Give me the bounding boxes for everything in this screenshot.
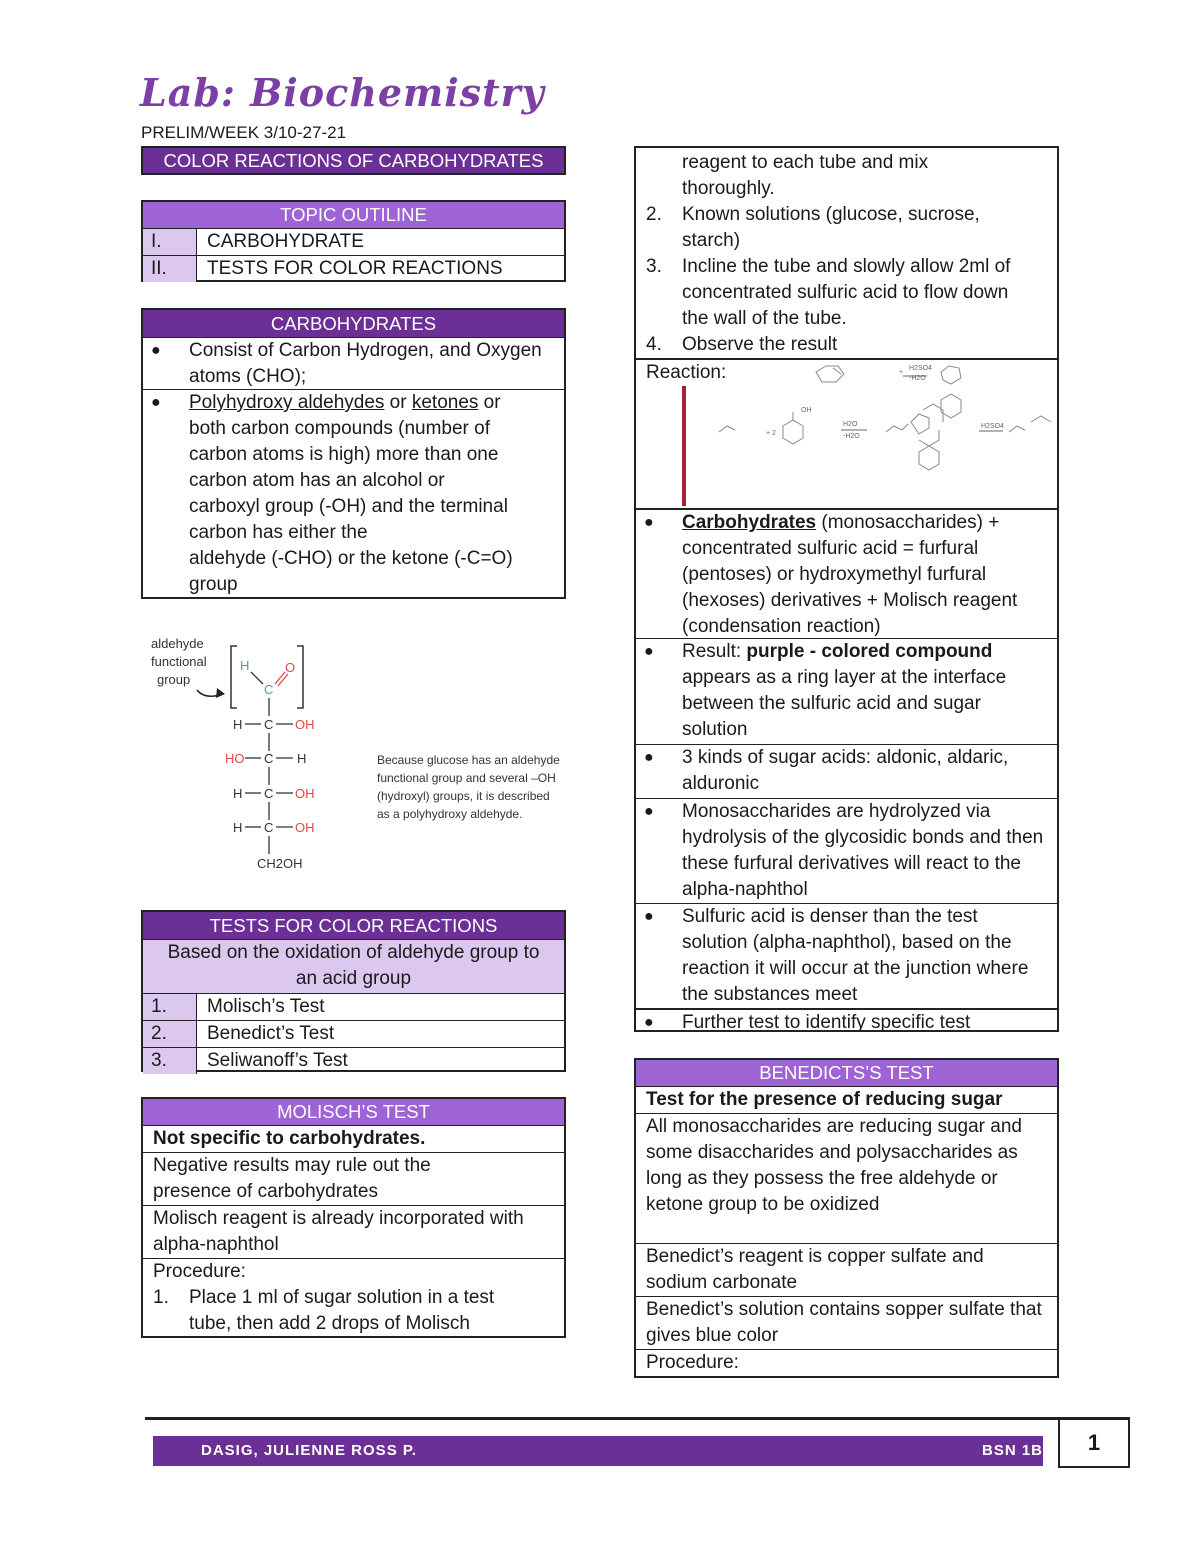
molisch-continued-table bbox=[634, 146, 1059, 1032]
bullet-text-block bbox=[189, 390, 513, 598]
glucose-structure-figure bbox=[145, 632, 565, 877]
carbohydrates-bullet bbox=[143, 337, 564, 389]
bullet-icon: ● bbox=[151, 394, 161, 411]
benedict-row: Procedure: bbox=[636, 1349, 1057, 1376]
atom-c: C bbox=[264, 751, 274, 766]
benedict-row: Benedict’s solution contains sopper sulfate that gives blue color bbox=[636, 1296, 1057, 1349]
molisch-heading: MOLISCH’S TEST bbox=[143, 1099, 564, 1125]
molisch-row: Molisch reagent is already incorporated with alpha-naphthol bbox=[143, 1205, 564, 1258]
atom-h: H bbox=[240, 658, 250, 673]
atom-ch2oh: CH2OH bbox=[257, 856, 303, 871]
bullet-text: 3 kinds of sugar acids: aldonic, aldaric, alduronic bbox=[682, 747, 1009, 794]
tests-text: Seliwanoff’s Test bbox=[207, 1050, 348, 1071]
rxn-text: + 2 bbox=[766, 430, 776, 437]
atom-h: H bbox=[233, 786, 243, 801]
page-title: Lab: Biochemistry bbox=[140, 70, 545, 115]
tests-row bbox=[143, 993, 564, 1020]
figure-label-line: functional bbox=[151, 654, 207, 669]
page-number: 1 bbox=[1058, 1418, 1130, 1468]
tests-subheading: Based on the oxidation of aldehyde group to an acid group bbox=[143, 939, 564, 993]
step-num-blank bbox=[646, 150, 682, 202]
molisch-table bbox=[141, 1097, 566, 1338]
benedict-heading: BENEDICTS’S TEST bbox=[636, 1060, 1057, 1086]
atom-h: H bbox=[233, 717, 243, 732]
step-num: 3. bbox=[646, 256, 662, 277]
rxn-text: + bbox=[899, 369, 904, 376]
rxn-text: H2O bbox=[843, 421, 858, 428]
bullet-text bbox=[682, 639, 1047, 744]
outline-text: CARBOHYDRATE bbox=[207, 231, 364, 252]
tests-num: 2. bbox=[143, 1021, 197, 1047]
tests-num: 3. bbox=[143, 1048, 197, 1074]
atom-oh: OH bbox=[295, 717, 315, 732]
atom-c: C bbox=[264, 820, 274, 835]
bullet-line: group bbox=[189, 574, 238, 595]
atom-c: C bbox=[264, 717, 274, 732]
step-num: 2. bbox=[646, 204, 662, 225]
figure-label-line: group bbox=[157, 672, 191, 687]
molisch-bullet bbox=[636, 798, 1057, 903]
bullet-text-part: appears as a ring layer at the interface between the sulfuric acid and sugar solution bbox=[682, 667, 1007, 740]
bullet-line: both carbon compounds (number of bbox=[189, 418, 491, 439]
bullet-text: Consist of Carbon Hydrogen, and Oxygen atoms (CHO); bbox=[189, 340, 542, 387]
bullet-icon: ● bbox=[644, 1014, 654, 1031]
step-num: 4. bbox=[646, 334, 662, 355]
procedure-step bbox=[646, 202, 1047, 254]
procedure-step bbox=[646, 332, 1047, 358]
atom-ho: HO bbox=[225, 751, 245, 766]
carbohydrates-heading: CARBOHYDRATES bbox=[143, 310, 564, 337]
bullet-text: Further test to identify specific test bbox=[682, 1012, 971, 1033]
benedict-row: Test for the presence of reducing sugar bbox=[636, 1086, 1057, 1113]
step-text: Known solutions (glucose, sucrose, starch) bbox=[682, 204, 980, 251]
reaction-scheme-figure bbox=[691, 360, 1056, 506]
figure-caption-line: functional group and several –OH bbox=[377, 771, 556, 785]
bullet-text: Monosaccharides are hydrolyzed via hydrolysis of the glycosidic bonds and then these furfural derivatives will react to the alpha-naphthol bbox=[682, 801, 1044, 900]
step-text: Incline the tube and slowly allow 2ml of concentrated sulfuric acid to flow down the wall of the tube. bbox=[682, 256, 1011, 329]
tests-row bbox=[143, 1047, 564, 1074]
molisch-bullet bbox=[636, 1008, 1057, 1036]
term-ketones: ketones bbox=[411, 392, 479, 413]
footer-author: DASIG, JULIENNE ROSS P. bbox=[201, 1442, 418, 1459]
bullet-icon: ● bbox=[644, 908, 654, 925]
step-text: reagent to each tube and mix thoroughly. bbox=[682, 152, 929, 199]
step-text: Observe the result bbox=[682, 334, 838, 355]
procedure-label: Procedure: bbox=[153, 1261, 246, 1282]
figure-label-line: aldehyde bbox=[151, 636, 204, 651]
molisch-bullet bbox=[636, 744, 1057, 798]
atom-o: O bbox=[285, 660, 296, 675]
footer-rule bbox=[145, 1417, 1130, 1420]
atom-h: H bbox=[297, 751, 307, 766]
bullet-line: carbon has either the bbox=[189, 522, 368, 543]
bullet-line: carbon atom has an alcohol or bbox=[189, 470, 445, 491]
result-color: purple - colored compound bbox=[746, 641, 993, 662]
step-text: Place 1 ml of sugar solution in a test tube, then add 2 drops of Molisch bbox=[189, 1287, 495, 1334]
bullet-line: aldehyde (-CHO) or the ketone (-C=O) bbox=[189, 548, 513, 569]
footer-bar bbox=[153, 1436, 1043, 1466]
atom-c: C bbox=[264, 786, 274, 801]
bullet-icon: ● bbox=[644, 803, 654, 820]
molisch-bullet bbox=[636, 638, 1057, 744]
atom-h: H bbox=[233, 820, 243, 835]
bullet-icon: ● bbox=[151, 342, 161, 359]
bullet-icon: ● bbox=[644, 749, 654, 766]
tests-text: Molisch’s Test bbox=[207, 996, 325, 1017]
outline-table bbox=[141, 200, 566, 282]
page-subtitle: PRELIM/WEEK 3/10-27-21 bbox=[141, 123, 347, 142]
reaction-divider bbox=[682, 386, 686, 506]
bullet-line bbox=[189, 390, 513, 416]
benedict-row: Benedict’s reagent is copper sulfate and sodium carbonate bbox=[636, 1243, 1057, 1296]
procedure-continued bbox=[636, 148, 1057, 358]
main-banner-text: COLOR REACTIONS OF CARBOHYDRATES bbox=[143, 148, 564, 173]
outline-row bbox=[143, 255, 564, 282]
atom-oh: OH bbox=[295, 786, 315, 801]
term-carbohydrates: Carbohydrates bbox=[682, 512, 817, 533]
step-num: 1. bbox=[153, 1287, 169, 1308]
tests-heading: TESTS FOR COLOR REACTIONS bbox=[143, 912, 564, 939]
bracket-right bbox=[297, 646, 303, 708]
outline-text: TESTS FOR COLOR REACTIONS bbox=[207, 258, 503, 279]
figure-caption-line: Because glucose has an aldehyde bbox=[377, 753, 560, 767]
bullet-line: carbon atoms is high) more than one bbox=[189, 444, 499, 465]
molisch-row: Negative results may rule out the presence of carbohydrates bbox=[143, 1152, 564, 1205]
molisch-procedure bbox=[143, 1258, 564, 1337]
bullet-icon: ● bbox=[644, 643, 654, 660]
procedure-step bbox=[646, 254, 1047, 332]
bullet-text-part: (monosaccharides) + concentrated sulfuric acid = furfural (pentoses) or hydroxymethyl furfural (hexoses) derivatives + Molisch reagent (condensation reaction) bbox=[682, 512, 1018, 637]
bracket-left bbox=[231, 646, 237, 708]
outline-num: I. bbox=[143, 229, 197, 255]
reaction-label: Reaction: bbox=[646, 362, 727, 383]
benedict-row: All monosaccharides are reducing sugar and some disaccharides and polysaccharides as long as they possess the free aldehyde or ketone group to be oxidized bbox=[636, 1113, 1057, 1243]
outline-heading: TOPIC OUTILINE bbox=[143, 202, 564, 228]
outline-num: II. bbox=[143, 256, 197, 282]
figure-caption-line: (hydroxyl) groups, it is described bbox=[377, 789, 550, 803]
bullet-line-part: or bbox=[384, 392, 412, 413]
bullet-line: carboxyl group (-OH) and the terminal bbox=[189, 496, 508, 517]
benedict-table bbox=[634, 1058, 1059, 1378]
arrow-head-icon bbox=[216, 688, 225, 698]
molisch-bullet bbox=[636, 508, 1057, 638]
rxn-text: -H2O bbox=[909, 375, 926, 382]
main-banner bbox=[141, 146, 566, 175]
outline-row bbox=[143, 228, 564, 255]
bullet-text: Sulfuric acid is denser than the test solution (alpha-naphthol), based on the reaction it will occur at the junction where the substances meet bbox=[682, 906, 1029, 1005]
footer-section: BSN 1B bbox=[981, 1442, 1043, 1459]
tests-row bbox=[143, 1020, 564, 1047]
rxn-text: H2SO4 bbox=[909, 365, 932, 372]
reaction-row bbox=[636, 358, 1057, 508]
rxn-text: -H2O bbox=[843, 433, 860, 440]
rxn-text: OH bbox=[801, 407, 812, 414]
procedure-step bbox=[153, 1285, 554, 1337]
bullet-icon: ● bbox=[644, 514, 654, 531]
bullet-line-part: or bbox=[478, 392, 501, 413]
figure-caption-line: as a polyhydroxy aldehyde. bbox=[377, 807, 523, 821]
tests-num: 1. bbox=[143, 994, 197, 1020]
procedure-step bbox=[646, 150, 1047, 202]
bullet-text bbox=[682, 510, 1047, 638]
tests-table bbox=[141, 910, 566, 1072]
molisch-row: Not specific to carbohydrates. bbox=[143, 1125, 564, 1152]
carbohydrates-table bbox=[141, 308, 566, 599]
atom-c: C bbox=[264, 682, 274, 697]
tests-text: Benedict’s Test bbox=[207, 1023, 335, 1044]
carbohydrates-bullet bbox=[143, 389, 564, 598]
term-polyhydroxy: Polyhydroxy aldehydes bbox=[189, 392, 385, 413]
molisch-bullet bbox=[636, 903, 1057, 1008]
rxn-text: H2SO4 bbox=[981, 423, 1004, 430]
atom-oh: OH bbox=[295, 820, 315, 835]
bullet-text-part: Result: bbox=[682, 641, 747, 662]
